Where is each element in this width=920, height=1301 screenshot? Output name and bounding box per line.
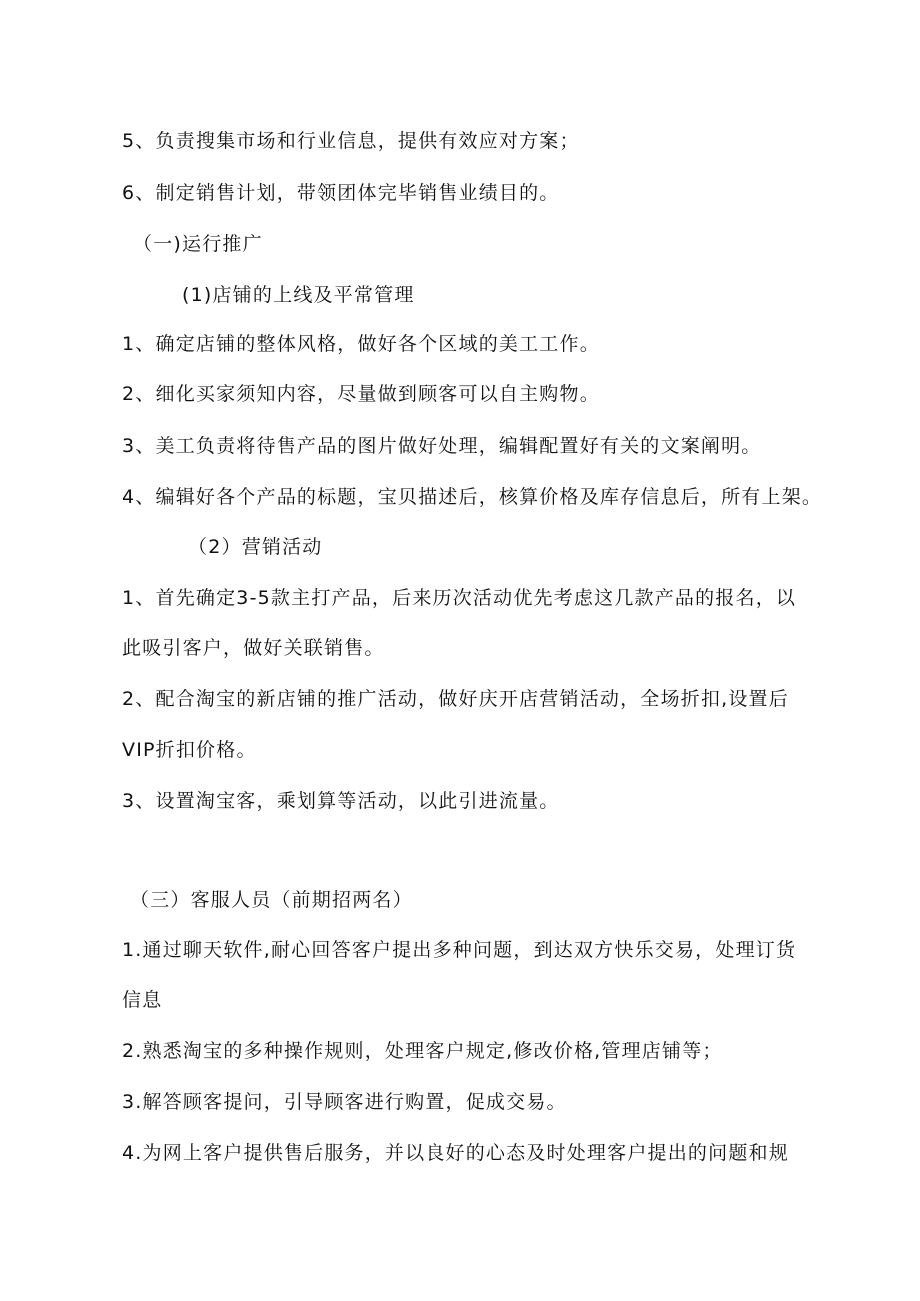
paragraph-line: 5、负责搜集市场和行业信息，提供有效应对方案； xyxy=(122,130,580,152)
paragraph-line: 4.为网上客户提供售后服务，并以良好的心态及时处理客户提出的问题和规 xyxy=(122,1142,789,1164)
section-heading: （一)运行推广 xyxy=(133,233,263,255)
section-heading: （三）客服人员（前期招两名） xyxy=(130,889,413,911)
paragraph-line: 1、首先确定3-5款主打产品，后来历次活动优先考虑这几款产品的报名，以 xyxy=(122,587,797,609)
paragraph-line: 2、细化买家须知内容，尽量做到顾客可以自主购物。 xyxy=(122,383,600,405)
paragraph-line: 2、配合淘宝的新店铺的推广活动，做好庆开店营销活动，全场折扣,设置后 xyxy=(122,688,789,710)
paragraph-line: 6、制定销售计划，带领团体完毕销售业绩目的。 xyxy=(122,182,560,204)
paragraph-line: 2.熟悉淘宝的多种操作规则，处理客户规定,修改价格,管理店铺等； xyxy=(122,1040,723,1062)
paragraph-line: 4、编辑好各个产品的标题，宝贝描述后，核算价格及库存信息后，所有上架。 xyxy=(122,486,823,508)
paragraph-line: VIP折扣价格。 xyxy=(122,739,257,761)
paragraph-line: 此吸引客户，做好关联销售。 xyxy=(122,637,385,659)
subsection-heading: (1)店铺的上线及平常管理 xyxy=(182,284,415,306)
subsection-heading: （2）营销活动 xyxy=(188,536,323,558)
paragraph-line: 3.解答顾客提问，引导顾客进行购置，促成交易。 xyxy=(122,1091,567,1113)
paragraph-line: 1、确定店铺的整体风格，做好各个区域的美工工作。 xyxy=(122,333,600,355)
paragraph-line: 3、美工负责将待售产品的图片做好处理，编辑配置好有关的文案阐明。 xyxy=(122,435,762,457)
paragraph-line: 3、设置淘宝客，乘划算等活动，以此引进流量。 xyxy=(122,790,560,812)
paragraph-line: 1.通过聊天软件,耐心回答客户提出多种问题，到达双方快乐交易，处理订货 xyxy=(122,939,797,961)
paragraph-line: 信息 xyxy=(122,989,163,1011)
